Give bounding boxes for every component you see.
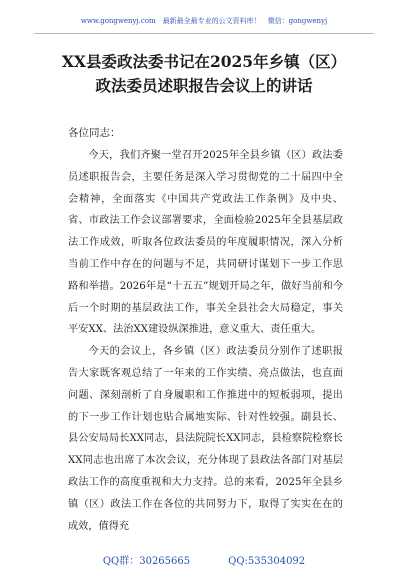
title-line-1: XX县委政法委书记在2025年乡镇（区） <box>61 52 347 71</box>
wechat-contact: 微信：gongwenyj <box>267 17 328 25</box>
page-footer <box>0 555 408 569</box>
site-header <box>0 14 408 30</box>
paragraph: 今天的会议上，各乡镇（区）政法委员分别作了述职报告大家既客观总结了一年来的工作实绩、亮点做法，也直面问题、深刻剖析了自身履职和工作推进中的短板弱项，提出的下一步工作计划也贴合属地实际、针对性较强。副县长、县公安局局长XX同志，县法院院长XX同志，县检察院检察长XX同志也出席了本次会议，充分体现了县政法各部门对基层政法工作的高度重视和大力支持。总的来看，2025年全县乡镇（区）政法工作在各位的共同努力下，取得了实实在在的成效，值得充 <box>68 346 343 532</box>
qq-contact: QQ:535304092 <box>228 556 306 567</box>
site-url-link[interactable]: www.gongwenyj.com <box>80 17 156 25</box>
paragraph: 今天，我们齐聚一堂召开2025年全县乡镇（区）政法委员述职报告会，主要任务是深入学习贯彻党的二十届四中全会精神，全面落实《中国共产党政法工作条例》及中央、省、市政法工作会议部署要求，全面检验2025年全县基层政法工作成效，听取各位政法委员的年度履职情况，深入分析当前工作中存在的问题与不足，共同研讨谋划下一步工作思路和举措。2026年是“十五五”规划开局之年，做好当前和今后一个时期的基层政法工作，事关全县社会大局稳定，事关平安XX、法治XX建设纵深推进，意义重大、责任重大。 <box>68 150 343 336</box>
title-line-2: 政法委员述职报告会议上的讲话 <box>95 76 313 95</box>
site-slogan: 最新最全最专业的公文资料库！ <box>162 17 261 25</box>
document-body <box>68 145 343 537</box>
document-title <box>20 50 388 98</box>
salutation: 各位同志： <box>68 127 121 139</box>
qq-group-contact: QQ群：30265665 <box>102 556 191 567</box>
header-divider <box>34 33 374 34</box>
